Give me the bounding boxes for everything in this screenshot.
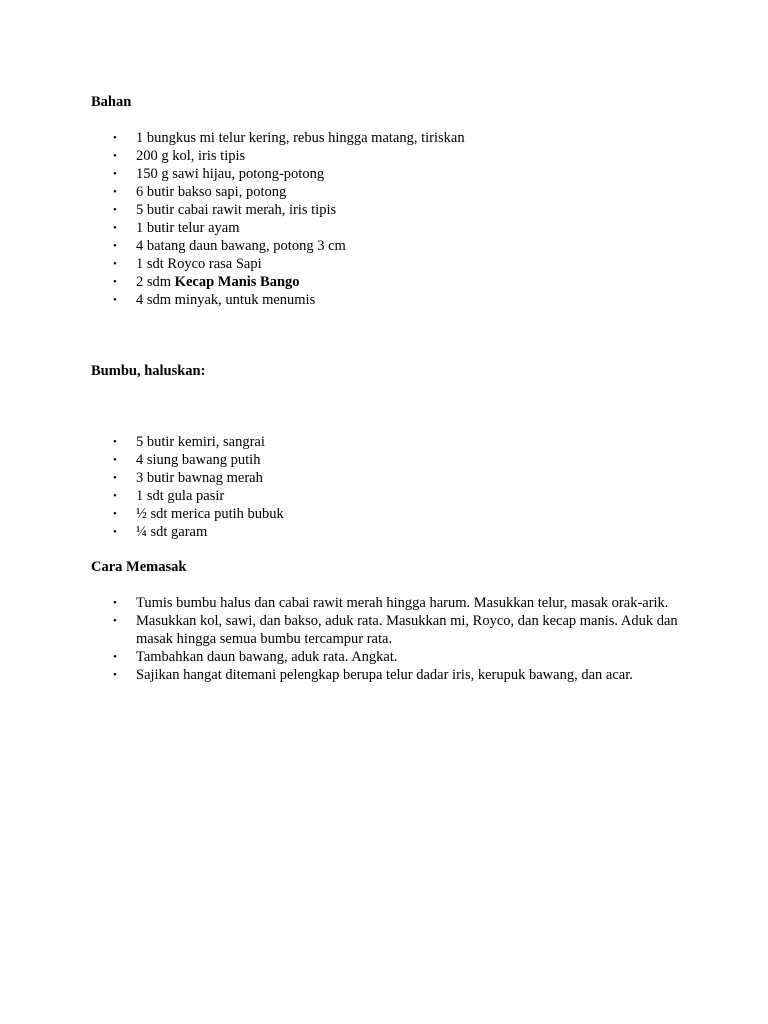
bullet-icon: • (113, 276, 117, 288)
bullet-icon: • (113, 508, 117, 520)
list-item: • Tambahkan daun bawang, aduk rata. Angkat. (113, 649, 398, 665)
list-item: • 3 butir bawnag merah (113, 470, 263, 486)
brand-name: Kecap Manis Bango (174, 274, 300, 290)
bullet-icon: • (113, 490, 117, 502)
bullet-icon: • (113, 240, 117, 252)
list-item: • 150 g sawi hijau, potong-potong (113, 166, 325, 182)
list-item: • Sajikan hangat ditemani pelengkap berupa telur dadar iris, kerupuk bawang, dan acar. (113, 667, 633, 683)
list-item: • Tumis bumbu halus dan cabai rawit merah hingga harum. Masukkan telur, masak orak-arik. (113, 595, 669, 611)
bullet-icon: • (113, 150, 117, 162)
bullet-icon: • (113, 526, 117, 538)
list-item: • 4 sdm minyak, untuk menumis (113, 292, 316, 308)
bullet-icon: • (113, 669, 117, 681)
heading-bahan: Bahan (91, 94, 132, 110)
bullet-icon: • (113, 132, 117, 144)
bullet-icon: • (113, 186, 117, 198)
list-item: • 6 butir bakso sapi, potong (113, 184, 287, 200)
bullet-icon: • (113, 222, 117, 234)
list-bumbu (0, 433, 768, 541)
bullet-icon: • (113, 168, 117, 180)
list-item: • 5 butir kemiri, sangrai (113, 434, 265, 450)
heading-bumbu: Bumbu, haluskan: (91, 363, 206, 379)
list-item: • 4 siung bawang putih (113, 452, 261, 468)
bullet-icon: • (113, 204, 117, 216)
list-item: • ¼ sdt garam (113, 524, 208, 540)
list-item: • ½ sdt merica putih bubuk (113, 506, 284, 522)
bullet-icon: • (113, 454, 117, 466)
list-cara-memasak (0, 594, 768, 684)
bullet-icon: • (113, 436, 117, 448)
list-item: • 1 sdt Royco rasa Sapi (113, 256, 262, 272)
bullet-icon: • (113, 472, 117, 484)
list-item: • 1 sdt gula pasir (113, 488, 225, 504)
list-item: • Masukkan kol, sawi, dan bakso, aduk rata. Masukkan mi, Royco, dan kecap manis. Aduk dan masak hingga semua bumbu tercampur rata. (113, 613, 678, 647)
bullet-icon: • (113, 615, 117, 627)
list-item: • 4 batang daun bawang, potong 3 cm (113, 238, 346, 254)
list-item: • 2 sdm Kecap Manis Bango (113, 274, 300, 290)
bullet-icon: • (113, 597, 117, 609)
bullet-icon: • (113, 651, 117, 663)
list-item: • 1 butir telur ayam (113, 220, 240, 236)
list-item: • 200 g kol, iris tipis (113, 148, 246, 164)
bullet-icon: • (113, 294, 117, 306)
list-bahan (0, 129, 768, 309)
heading-cara-memasak: Cara Memasak (91, 559, 187, 575)
list-item: • 1 bungkus mi telur kering, rebus hingga matang, tiriskan (113, 130, 465, 146)
list-item: • 5 butir cabai rawit merah, iris tipis (113, 202, 337, 218)
bullet-icon: • (113, 258, 117, 270)
